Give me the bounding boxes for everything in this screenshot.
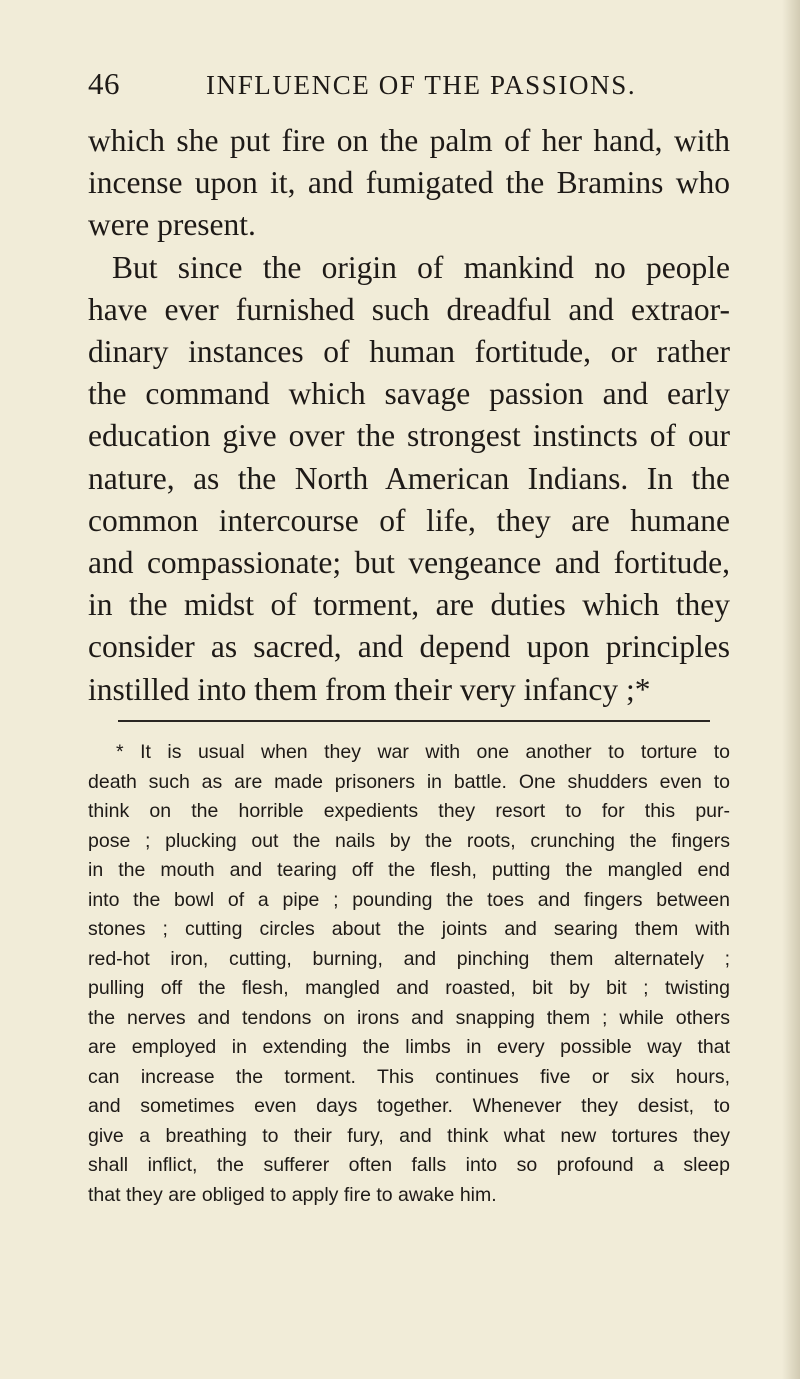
text-line: education give over the strongest instincts of our — [88, 418, 730, 454]
text-line: instilled into them from their very infancy ;* — [88, 671, 651, 707]
footnote-line: pulling off the flesh, mangled and roasted, bit by bit ; twisting — [88, 977, 730, 999]
text-line: nature, as the North American Indians. In the — [88, 460, 730, 496]
footnote — [88, 738, 730, 1210]
footnote-line: stones ; cutting circles about the joints and searing them with — [88, 918, 730, 940]
text-line: the command which savage passion and early — [88, 376, 730, 412]
footnote-line: the nerves and tendons on irons and snapping them ; while others — [88, 1006, 730, 1029]
text-line: common intercourse of life, they are humane — [88, 502, 730, 538]
footnote-line: give a breathing to their fury, and think what new tortures they — [88, 1124, 730, 1147]
footnote-line: shall inflict, the sufferer often falls into so profound a sleep — [88, 1154, 730, 1176]
footnote-rule — [118, 720, 710, 722]
footnote-line: are employed in extending the limbs in every possible way that — [88, 1036, 730, 1058]
footnote-line: pose ; plucking out the nails by the roots, crunching the fingers — [88, 829, 730, 852]
text-line: in the midst of torment, are duties which they — [88, 587, 730, 623]
text-line: and compassionate; but vengeance and fortitude, — [88, 545, 730, 581]
text-line: have ever furnished such dreadful and extraor- — [88, 291, 730, 327]
footnote-line: * It is usual when they war with one another to torture to — [116, 741, 730, 763]
text-line: which she put fire on the palm of her hand, with — [88, 123, 730, 158]
footnote-line: into the bowl of a pipe ; pounding the toes and fingers between — [88, 888, 730, 911]
running-head — [88, 66, 728, 106]
page-edge-shadow — [782, 0, 800, 1379]
text-line: consider as sacred, and depend upon principles — [88, 629, 730, 665]
footnote-line: think on the horrible expedients they resort to for this pur- — [88, 800, 730, 822]
running-title: INFLUENCE OF THE PASSIONS. — [206, 70, 637, 100]
footnote-line: that they are obliged to apply fire to awake him. — [88, 1183, 497, 1206]
page-number: 46 — [88, 66, 120, 101]
footnote-line: in the mouth and tearing off the flesh, putting the mangled end — [88, 859, 730, 881]
text-line: dinary instances of human fortitude, or rather — [88, 334, 730, 370]
footnote-line: and sometimes even days together. Whenever they desist, to — [88, 1095, 730, 1117]
footnote-line: death such as are made prisoners in battle. One shudders even to — [88, 770, 730, 793]
footnote-line: red-hot iron, cutting, burning, and pinching them alternately ; — [88, 947, 730, 970]
text-line: But since the origin of mankind no people — [112, 249, 730, 285]
main-text — [88, 120, 730, 711]
footnote-line: can increase the torment. This continues five or six hours, — [88, 1065, 730, 1088]
text-line: were present. — [88, 207, 256, 243]
text-line: incense upon it, and fumigated the Bramins who — [88, 165, 730, 201]
